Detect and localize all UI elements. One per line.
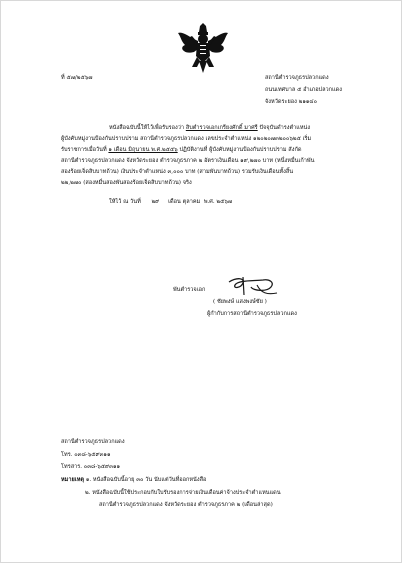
remark-1: ๑. หนังสือฉบับนี้อายุ ๓๐ วัน นับแต่วันที่ออกหนังสือ: [85, 477, 207, 483]
signatory-title: ผู้กำกับการสถานีตำรวจภูธรปลวกแดง: [207, 311, 297, 317]
service-start-date: ๑ เดือน มิถุนายน พ.ศ.๒๕๕๖: [108, 147, 178, 153]
remark-line-1: [61, 477, 206, 484]
body-line-6: ๒๒,๒๗๐ (สองหมื่นสองพันสองร้อยเจ็ดสิบบาทถ้วน) จริง: [61, 180, 192, 186]
body-line-5: สองร้อยเจ็ดสิบบาทถ้วน) เงินประจำตำแหน่ง ๓,๐๐๐ บาท (สามพันบาทถ้วน) รวมรับเงินเดือนทั้งสิ้น: [61, 169, 294, 175]
certify-lead: หนังสือฉบับนี้ให้ไว้เพื่อรับรองว่า: [109, 125, 185, 131]
current-position-lead: ปัจจุบันดำรงตำแหน่ง: [259, 125, 311, 131]
body-line-2: ผู้บังคับหมู่งานป้องกันปราบปราม สถานีตำรวจภูธรปลวกแดง เลขประจำตำแหน่ง ๑๒๐๒๐๗๓๒๐๐๖๒๕ เริ่ม: [61, 136, 312, 142]
footer-fax: โทรสาร. ๐๓๘-๖๕๙๓๑๑: [61, 464, 121, 470]
work-unit-text: ปฏิบัติงานที่ ผู้บังคับหมู่งานป้องกันปราบปราม สังกัด: [179, 147, 302, 153]
remark-2: ๒. หนังสือฉบับนี้ใช้ประกอบกับใบรับรองการจ่ายเงินเดือนค่าจ้างประจำตำแหนแดน: [85, 490, 281, 496]
body-line-1: [109, 125, 310, 132]
footer-office: สถานีตำรวจภูธรปลวกแดง: [61, 439, 125, 445]
document-number: ที่ ๕๗/๒๕๖๗: [61, 75, 93, 81]
office-name: สถานีตำรวจภูธรปลวกแดง: [265, 75, 329, 81]
officer-name: สิบตำรวจเอกเกรียงศักดิ์ มาศรี: [185, 125, 258, 131]
garuda-emblem-icon: [177, 23, 229, 75]
footer-phone: โทร. ๐๓๘-๖๕๙๓๑๑: [61, 452, 111, 458]
body-line-3: [61, 147, 301, 154]
service-start-lead: รับราชการเมื่อวันที่: [61, 147, 107, 153]
given-month: เดือน ตุลาคม: [168, 199, 201, 205]
given-date-line: [109, 199, 232, 206]
signatory-name: ( ชัยพงษ์ แสงพงษ์ชัย ): [213, 299, 267, 305]
remark-3: สถานีตำรวจภูธรปลวกแดง จังหวัดระยอง ตำรวจภูธรภาค ๒ (เดือนล่าสุด): [99, 502, 273, 508]
given-day: ๒๙: [151, 199, 160, 205]
given-lead: ให้ไว้ ณ วันที่: [109, 199, 141, 205]
address-line-2: จังหวัดระยอง ๒๑๑๔๐: [265, 99, 318, 105]
remark-label: หมายเหตุ: [61, 477, 85, 483]
address-line-1: ถนนเทศบาล ๕ อำเภอปลวกแดง: [265, 87, 343, 93]
given-year: พ.ศ. ๒๕๖๗: [203, 199, 233, 205]
signatory-rank: พันตำรวจเอก: [173, 287, 206, 293]
handwritten-signature: [223, 273, 281, 299]
body-line-4: สถานีตำรวจภูธรปลวกแดง จังหวัดระยอง ตำรวจภูธรภาค ๒ อัตราเงินเดือน ๑๙,๒๗๐ บาท (หนึ่งหมื่นเก้าพัน: [61, 158, 315, 164]
